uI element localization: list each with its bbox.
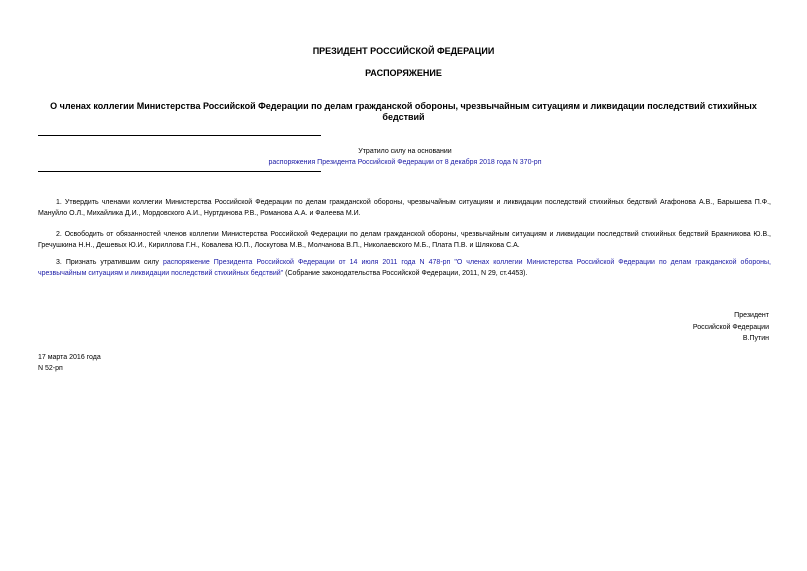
paragraph-3 xyxy=(38,258,771,279)
divider-top xyxy=(38,135,321,136)
paragraph-1: 1. Утвердить членами коллегии Министерства Российской Федерации по делам гражданской обороны, чрезвычайным ситуациям и ликвидации последствий стихийных бедствий Агафонова А.В., Барышева П.Ф., Мануйло О.Л., Михайлика Д.И., Мордовского А.И., Нуртдинова Р.В., Романова А.А. и Фалеева М.И. xyxy=(38,199,771,217)
paragraph-3-suffix: (Собрание законодательства Российской Федерации, 2011, N 29, ст.4453). xyxy=(283,269,528,277)
document-footer xyxy=(38,352,101,374)
signatory-country: Российской Федерации xyxy=(692,323,769,331)
document-type-heading: РАСПОРЯЖЕНИЕ xyxy=(365,68,442,78)
repeal-link[interactable]: распоряжения Президента Российской Федерации от 8 декабря 2018 года N 370-рп xyxy=(268,159,542,166)
status-note-text: Утратило силу на основании xyxy=(358,148,452,155)
document-title: О членах коллегии Министерства Российской Федерации по делам гражданской обороны, чрезвычайным ситуациям и ликвидации последствий стихийных бедствий xyxy=(50,101,757,122)
status-note-link-wrap xyxy=(220,158,590,168)
repealed-order-link[interactable]: распоряжение Президента Российской Федерации от 14 июля 2011 года N 478-рп "О членах коллегии Министерства Российской Федерации по делам гражданской обороны, чрезвычайным ситуациям и ликвидации последствий стихийных бедствий" xyxy=(38,259,771,277)
divider-bottom xyxy=(38,171,321,172)
paragraph-2: 2. Освободить от обязанностей членов коллегии Министерства Российской Федерации по делам гражданской обороны, чрезвычайным ситуациям и ликвидации последствий стихийных бедствий Бражникова Ю.В., Гречушкина Н.Н., Дешевых Ю.И., Кириллова Г.Н., Ковалева Ю.П., Лоскутова М.В., Молчанова В.П., Николаевского М.Б., Плата П.В. и Шлякова С.А. xyxy=(38,231,771,249)
signatory-name: В.Путин xyxy=(742,335,769,342)
paragraph-3-prefix: 3. Признать утратившим силу xyxy=(56,259,163,266)
issuer-heading: ПРЕЗИДЕНТ РОССИЙСКОЙ ФЕДЕРАЦИИ xyxy=(312,46,495,56)
document-date: 17 марта 2016 года xyxy=(38,354,101,361)
signatory-title: Президент xyxy=(734,312,769,319)
signature-block xyxy=(693,310,769,345)
document-number: N 52-рп xyxy=(38,365,63,372)
